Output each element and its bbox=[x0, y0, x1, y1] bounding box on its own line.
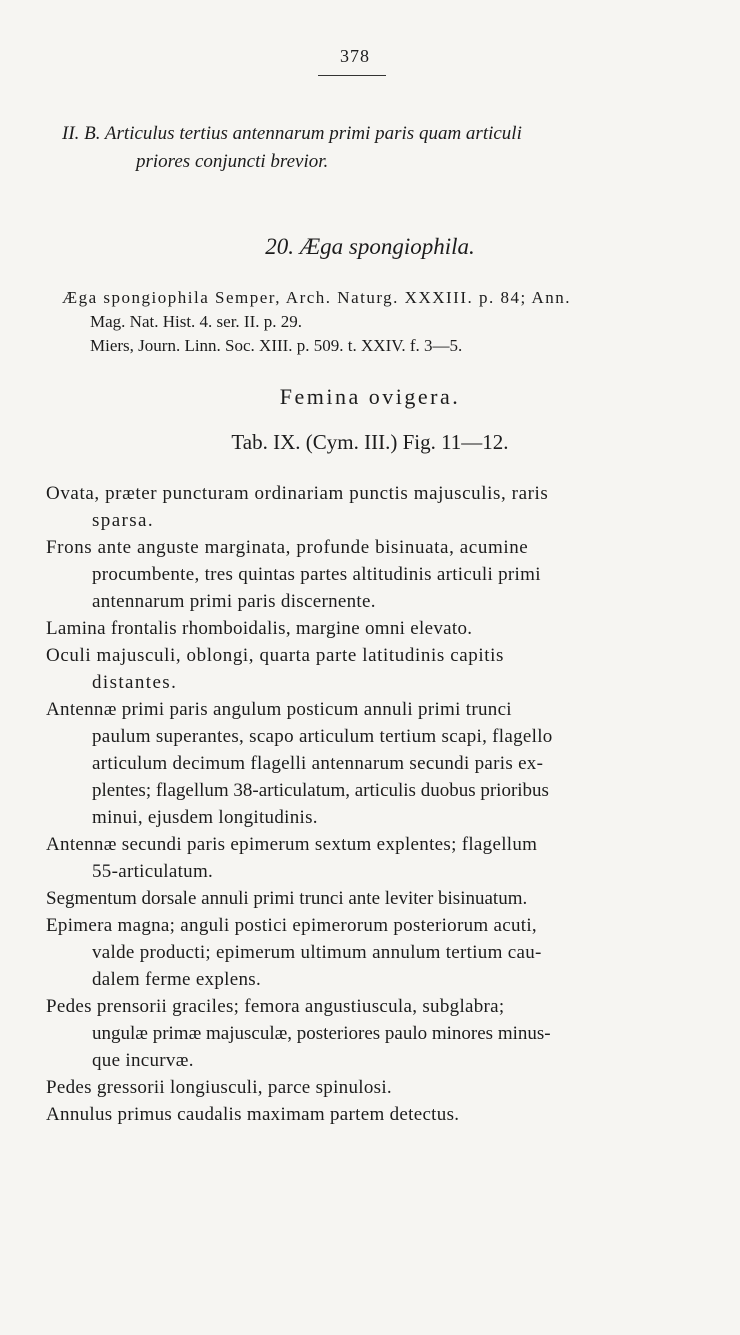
page-number-rule bbox=[318, 75, 386, 76]
description-line: Oculi majusculi, oblongi, quarta parte latitudinis capitis bbox=[46, 645, 504, 666]
description-line: Epimera magna; anguli postici epimerorum posteriorum acuti, bbox=[46, 915, 537, 936]
synonymy-line-2: Mag. Nat. Hist. 4. ser. II. p. 29. bbox=[90, 312, 303, 331]
synonymy bbox=[62, 286, 682, 358]
description-line: Antennæ primi paris angulum posticum annuli primi trunci bbox=[46, 699, 512, 720]
description-line: valde producti; epimerum ultimum annulum tertium cau- bbox=[92, 942, 542, 963]
description-line: paulum superantes, scapo articulum tertium scapi, flagello bbox=[92, 726, 553, 747]
description-line: Annulus primus caudalis maximam partem detectus. bbox=[46, 1104, 460, 1125]
description-line: Ovata, præter puncturam ordinariam punctis majusculis, raris bbox=[46, 483, 549, 504]
description-line: articulum decimum flagelli antennarum secundi paris ex- bbox=[92, 753, 544, 774]
description-line: dalem ferme explens. bbox=[92, 969, 262, 990]
description-line: Pedes gressorii longiusculi, parce spinulosi. bbox=[46, 1077, 392, 1098]
description-line: Lamina frontalis rhomboidalis, margine omni elevato. bbox=[46, 618, 473, 639]
description-line: ungulæ primæ majusculæ, posteriores paulo minores minus- bbox=[92, 1023, 551, 1044]
description-line: sparsa. bbox=[92, 510, 155, 531]
sex-label: Femina ovigera. bbox=[279, 384, 461, 409]
description-line: minui, ejusdem longitudinis. bbox=[92, 807, 318, 828]
description-line: antennarum primi paris discernente. bbox=[92, 591, 376, 612]
description-line: Antennæ secundi paris epimerum sextum explentes; flagellum bbox=[46, 834, 538, 855]
description-line: plentes; flagellum 38-articulatum, articulis duobus prioribus bbox=[92, 780, 549, 801]
page-number: 378 bbox=[340, 46, 370, 66]
description-line: Frons ante anguste marginata, profunde bisinuata, acumine bbox=[46, 537, 529, 558]
description-line: distantes. bbox=[92, 672, 178, 693]
description-line: procumbente, tres quintas partes altitudinis articuli primi bbox=[92, 564, 541, 585]
synonymy-line-1: Æga spongiophila Semper, Arch. Naturg. XXXIII. p. 84; Ann. bbox=[62, 288, 572, 307]
description-line: Segmentum dorsale annuli primi trunci ante leviter bisinuatum. bbox=[46, 888, 528, 909]
section-heading-line-1: II. B. Articulus tertius antennarum primi paris quam articuli bbox=[62, 123, 522, 144]
description bbox=[46, 480, 686, 1128]
plate-reference: Tab. IX. (Cym. III.) Fig. 11—12. bbox=[231, 430, 509, 454]
species-title: 20. Æga spongiophila. bbox=[265, 234, 475, 259]
description-line: que incurvæ. bbox=[92, 1050, 194, 1071]
synonymy-line-3: Miers, Journ. Linn. Soc. XIII. p. 509. t. XXIV. f. 3—5. bbox=[90, 336, 463, 355]
section-heading-line-2: priores conjuncti brevior. bbox=[136, 151, 329, 172]
section-heading bbox=[62, 120, 672, 176]
description-line: 55-articulatum. bbox=[92, 861, 214, 882]
description-line: Pedes prensorii graciles; femora angustiuscula, subglabra; bbox=[46, 996, 505, 1017]
